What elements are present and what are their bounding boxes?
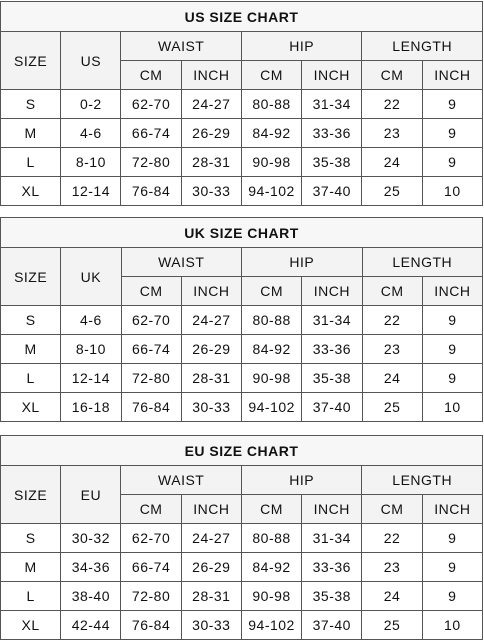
- waist-header: WAIST: [121, 466, 241, 495]
- table-row: [1, 582, 483, 611]
- hip-inch-cell: 37-40: [302, 177, 362, 206]
- waist-cm-cell: 76-84: [121, 177, 181, 206]
- length-cm-cell: 24: [362, 364, 422, 393]
- cm-header: CM: [362, 61, 422, 90]
- size-cell: M: [1, 335, 61, 364]
- hip-cm-cell: 80-88: [242, 306, 302, 335]
- size-cell: S: [1, 306, 61, 335]
- cm-header: CM: [242, 277, 302, 306]
- length-cm-cell: 22: [362, 524, 422, 553]
- waist-inch-cell: 28-31: [181, 148, 241, 177]
- hip-header: HIP: [241, 32, 361, 61]
- length-inch-cell: 9: [422, 119, 482, 148]
- waist-cm-cell: 76-84: [121, 393, 181, 422]
- length-cm-cell: 22: [362, 90, 422, 119]
- waist-cm-cell: 66-74: [121, 119, 181, 148]
- hip-header: HIP: [241, 466, 361, 495]
- waist-cm-cell: 76-84: [121, 611, 181, 640]
- length-cm-cell: 24: [362, 582, 422, 611]
- size-header: SIZE: [1, 32, 61, 90]
- uk-size-chart: [0, 217, 483, 422]
- length-inch-cell: 9: [422, 364, 482, 393]
- waist-cm-cell: 72-80: [121, 582, 181, 611]
- length-inch-cell: 10: [422, 611, 482, 640]
- chart-title: US SIZE CHART: [1, 2, 483, 32]
- length-cm-cell: 24: [362, 148, 422, 177]
- hip-cm-cell: 90-98: [241, 582, 301, 611]
- length-inch-cell: 9: [422, 148, 482, 177]
- length-inch-cell: 9: [422, 335, 482, 364]
- length-cm-cell: 25: [362, 177, 422, 206]
- cm-header: CM: [362, 277, 422, 306]
- waist-cm-cell: 62-70: [121, 90, 181, 119]
- size-cell: XL: [1, 393, 61, 422]
- length-cm-cell: 23: [362, 335, 422, 364]
- eu-size-chart: [0, 435, 483, 640]
- inch-header: INCH: [422, 61, 482, 90]
- hip-cm-cell: 94-102: [241, 177, 301, 206]
- inch-header: INCH: [422, 495, 482, 524]
- cm-header: CM: [121, 495, 181, 524]
- cm-header: CM: [121, 277, 181, 306]
- hip-cm-cell: 84-92: [241, 553, 301, 582]
- length-inch-cell: 9: [422, 306, 482, 335]
- size-table: [0, 435, 483, 640]
- waist-cm-cell: 72-80: [121, 148, 181, 177]
- hip-cm-cell: 84-92: [242, 335, 302, 364]
- waist-inch-cell: 30-33: [181, 393, 241, 422]
- hip-cm-cell: 94-102: [241, 611, 301, 640]
- size-cell: L: [1, 582, 61, 611]
- waist-header: WAIST: [121, 248, 242, 277]
- size-header: SIZE: [1, 466, 61, 524]
- length-header: LENGTH: [362, 32, 483, 61]
- size-cell: S: [1, 524, 61, 553]
- hip-inch-cell: 33-36: [302, 553, 362, 582]
- cm-header: CM: [121, 61, 181, 90]
- hip-cm-cell: 90-98: [242, 364, 302, 393]
- table-row: [1, 90, 483, 119]
- inch-header: INCH: [181, 277, 241, 306]
- waist-inch-cell: 24-27: [181, 306, 241, 335]
- waist-inch-cell: 24-27: [181, 524, 241, 553]
- table-row: [1, 177, 483, 206]
- inch-header: INCH: [302, 61, 362, 90]
- region-size-cell: 4-6: [61, 306, 121, 335]
- length-inch-cell: 9: [422, 582, 482, 611]
- inch-header: INCH: [181, 495, 241, 524]
- region-size-cell: 12-14: [61, 364, 121, 393]
- hip-header: HIP: [242, 248, 363, 277]
- waist-inch-cell: 28-31: [181, 582, 241, 611]
- length-cm-cell: 25: [362, 393, 422, 422]
- region-size-cell: 34-36: [61, 553, 121, 582]
- size-table: [0, 217, 483, 422]
- hip-inch-cell: 31-34: [302, 306, 362, 335]
- region-size-cell: 8-10: [61, 335, 121, 364]
- table-row: [1, 393, 483, 422]
- table-row: [1, 335, 483, 364]
- table-row: [1, 553, 483, 582]
- waist-cm-cell: 62-70: [121, 306, 181, 335]
- waist-inch-cell: 30-33: [181, 177, 241, 206]
- size-cell: L: [1, 364, 61, 393]
- length-inch-cell: 10: [422, 393, 482, 422]
- table-row: [1, 148, 483, 177]
- length-header: LENGTH: [362, 466, 483, 495]
- waist-inch-cell: 28-31: [181, 364, 241, 393]
- region-size-cell: 16-18: [61, 393, 121, 422]
- waist-cm-cell: 72-80: [121, 364, 181, 393]
- size-cell: M: [1, 553, 61, 582]
- waist-cm-cell: 66-74: [121, 335, 181, 364]
- inch-header: INCH: [422, 277, 482, 306]
- table-row: [1, 524, 483, 553]
- hip-inch-cell: 33-36: [302, 119, 362, 148]
- hip-inch-cell: 33-36: [302, 335, 362, 364]
- length-inch-cell: 9: [422, 553, 482, 582]
- table-row: [1, 119, 483, 148]
- cm-header: CM: [362, 495, 422, 524]
- hip-inch-cell: 31-34: [302, 90, 362, 119]
- length-inch-cell: 9: [422, 90, 482, 119]
- region-header: UK: [61, 248, 121, 306]
- length-inch-cell: 10: [422, 177, 482, 206]
- region-size-cell: 12-14: [61, 177, 121, 206]
- region-size-cell: 42-44: [61, 611, 121, 640]
- waist-cm-cell: 62-70: [121, 524, 181, 553]
- inch-header: INCH: [181, 61, 241, 90]
- length-cm-cell: 23: [362, 119, 422, 148]
- cm-header: CM: [241, 495, 301, 524]
- size-cell: XL: [1, 177, 61, 206]
- length-inch-cell: 9: [422, 524, 482, 553]
- inch-header: INCH: [302, 277, 362, 306]
- table-row: [1, 364, 483, 393]
- hip-inch-cell: 31-34: [302, 524, 362, 553]
- length-cm-cell: 22: [362, 306, 422, 335]
- waist-inch-cell: 24-27: [181, 90, 241, 119]
- hip-cm-cell: 90-98: [241, 148, 301, 177]
- chart-title: UK SIZE CHART: [1, 218, 483, 248]
- hip-cm-cell: 80-88: [241, 524, 301, 553]
- region-size-cell: 8-10: [61, 148, 121, 177]
- size-table: [0, 1, 483, 206]
- hip-cm-cell: 80-88: [241, 90, 301, 119]
- cm-header: CM: [241, 61, 301, 90]
- waist-inch-cell: 26-29: [181, 335, 241, 364]
- region-size-cell: 38-40: [61, 582, 121, 611]
- hip-inch-cell: 35-38: [302, 148, 362, 177]
- waist-inch-cell: 26-29: [181, 553, 241, 582]
- length-cm-cell: 23: [362, 553, 422, 582]
- waist-cm-cell: 66-74: [121, 553, 181, 582]
- region-header: US: [61, 32, 121, 90]
- inch-header: INCH: [302, 495, 362, 524]
- chart-title: EU SIZE CHART: [1, 436, 483, 466]
- table-row: [1, 306, 483, 335]
- waist-inch-cell: 26-29: [181, 119, 241, 148]
- hip-cm-cell: 84-92: [241, 119, 301, 148]
- hip-inch-cell: 37-40: [302, 393, 362, 422]
- hip-inch-cell: 37-40: [302, 611, 362, 640]
- hip-inch-cell: 35-38: [302, 364, 362, 393]
- hip-inch-cell: 35-38: [302, 582, 362, 611]
- region-size-cell: 4-6: [61, 119, 121, 148]
- table-row: [1, 611, 483, 640]
- region-header: EU: [61, 466, 121, 524]
- hip-cm-cell: 94-102: [242, 393, 302, 422]
- size-cell: M: [1, 119, 61, 148]
- size-cell: L: [1, 148, 61, 177]
- size-cell: XL: [1, 611, 61, 640]
- region-size-cell: 30-32: [61, 524, 121, 553]
- size-cell: S: [1, 90, 61, 119]
- size-header: SIZE: [1, 248, 61, 306]
- waist-inch-cell: 30-33: [181, 611, 241, 640]
- length-header: LENGTH: [362, 248, 483, 277]
- region-size-cell: 0-2: [61, 90, 121, 119]
- length-cm-cell: 25: [362, 611, 422, 640]
- us-size-chart: [0, 1, 483, 206]
- waist-header: WAIST: [121, 32, 241, 61]
